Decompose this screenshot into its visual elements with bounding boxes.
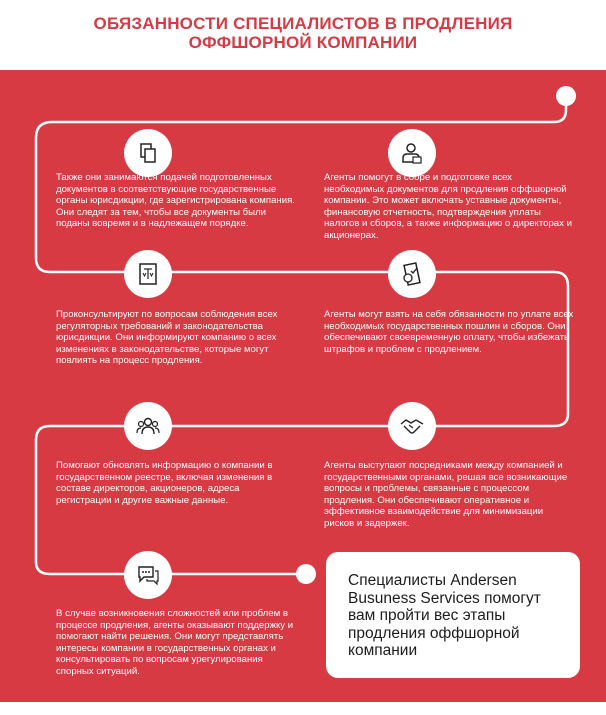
step-4-text: Агенты могут взять на себя обязанности по уплате всех необходимых государственных пошлин и сборов. Они обеспечивают своевременную оплату, чтобы избежать штрафов и проблем с продлением. (324, 309, 574, 355)
step-7-icon-circle (124, 551, 172, 599)
step-5-icon-circle (124, 402, 172, 450)
step-1-text: Также они занимаются подачей подготовленных документов в соответствующие государственные органы юрисдикции, где зарегистрирована компания. Они следят за тем, чтобы все документы были поданы вовремя и в надлежащем порядке. (56, 172, 295, 230)
step-2-icon-circle (388, 129, 436, 177)
chat-support-icon (135, 562, 161, 588)
page-title: ОБЯЗАННОСТИ СПЕЦИАЛИСТОВ В ПРОДЛЕНИЯ ОФФШОРНОЙ КОМПАНИИ (93, 14, 513, 52)
handshake-icon (399, 413, 425, 439)
step-1-icon-circle (124, 129, 172, 177)
agent-icon (399, 140, 425, 166)
step-3-icon-circle (124, 250, 172, 298)
header (0, 0, 606, 70)
step-4-icon-circle (388, 250, 436, 298)
step-5-text: Помогают обновлять информацию о компании в государственном реестре, включая изменения в составе директоров, акционеров, адреса регистрации и другие важные данные. (56, 460, 273, 506)
certificate-icon (399, 261, 425, 287)
step-3-text: Проконсультируют по вопросам соблюдения всех регуляторных требований и законодательства юрисдикции. Они информируют компанию о всех изменениях в законодательстве, которые могут повлиять на процесс продления. (56, 309, 278, 367)
documents-icon (135, 140, 161, 166)
callout-box (326, 552, 580, 678)
team-icon (135, 413, 161, 439)
step-6-icon-circle (388, 402, 436, 450)
step-6-text: Агенты выступают посредниками между компанией и государственными органами, решая все возникающие вопросы и проблемы, связанные с процессом продления. Они обеспечивают оперативное и эффективное взаимодействие для минимизации рисков и задержек. (324, 460, 568, 529)
bottom-strip (0, 702, 606, 715)
legal-document-icon (135, 261, 161, 287)
step-7-text: В случае возникновения сложностей или проблем в процессе продления, агенты оказывают поддержку и помогают найти решения. Они могут представлять интересы компании в государственных органах и консультировать по вопросам урегулирования спорных ситуаций. (56, 608, 294, 677)
callout-text: Специалисты Andersen Busuness Services помогут вам пройти вес этапы продления оффшорной компании (348, 572, 541, 659)
step-2-text: Агенты помогут в сборе и подготовке всех необходимых документов для продления оффшорной компании. Это может включать уставные документы, финансовую отчетность, подтверждения уплаты налогов и сборов, а также информацию о директорах и акционерах. (324, 172, 572, 241)
